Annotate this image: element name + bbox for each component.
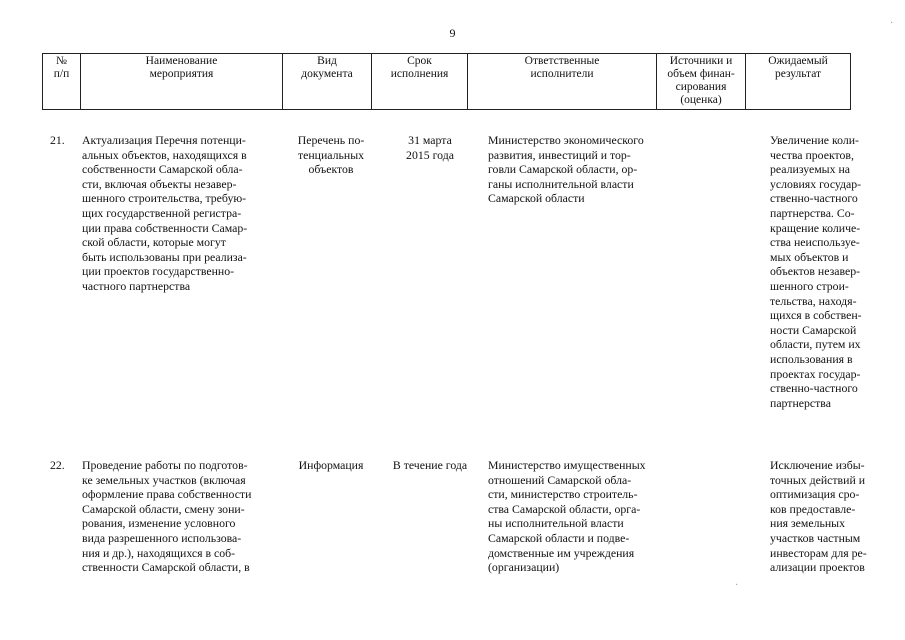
row-22-doc: Информация: [298, 458, 364, 472]
scan-mark: ·: [735, 580, 739, 591]
row-22-responsible: Министерство имущественных отношений Самарской обла- сти, министерство строитель- ства Самарской области, орга- ны исполнительной власти Самарской области и подве- домственные им учреждения (организации): [488, 458, 646, 575]
row-22-number: 22.: [50, 458, 65, 472]
row-21-name: Актуализация Перечня потенци- альных объектов, находящихся в собственности Самарской обла- сти, включая объекты незавер- шенного строительства, требую- щих государственной регистра- ции права собственности Самар- ской области, которые могут быть использованы при реализа- ции проектов государственно- частного партнерства: [82, 133, 248, 293]
row-22-term: В течение года: [392, 458, 468, 472]
row-21-number: 21.: [50, 133, 65, 147]
header-num: № п/п: [43, 54, 81, 110]
header-result: Ожидаемый результат: [746, 54, 851, 110]
row-21-responsible: Министерство экономического развития, инвестиций и тор- говли Самарской области, ор- ганы исполнительной власти Самарской области: [488, 133, 644, 206]
scan-mark: ·: [890, 18, 894, 29]
row-21-doc: Перечень по- тенциальных объектов: [297, 133, 365, 177]
row-21-term: 31 марта 2015 года: [406, 133, 454, 162]
header-term: Срок исполнения: [372, 54, 468, 110]
header-resp: Ответственные исполнители: [468, 54, 657, 110]
page-number: 9: [449, 26, 456, 40]
header-doc: Вид документа: [283, 54, 372, 110]
row-21-result: Увеличение коли- чества проектов, реализуемых на условиях государ- ственно-частного партнерства. Со- кращение количе- ства неиспользуе- мых объектов и объектов незавер- шенного строи- тельства, находя- щихся в собствен- ности Самарской области, путем их использования в проектах государ- ственно-частного партнерства: [770, 133, 862, 410]
header-fund: Источники и объем финан- сирования (оценка): [657, 54, 746, 110]
header-name: Наименование мероприятия: [81, 54, 283, 110]
row-22-name: Проведение работы по подготов- ке земельных участков (включая оформление права собственности Самарской области, смену зони- рования, изменение условного вида разрешенного использова- ния и др.), находящихся в соб- ственности Самарской области, в: [82, 458, 252, 575]
table-header: [42, 53, 851, 110]
row-22-result: Исключение избы- точных действий и оптимизация сро- ков предоставле- ния земельных участков частным инвесторам для ре- ализации проектов: [770, 458, 867, 575]
